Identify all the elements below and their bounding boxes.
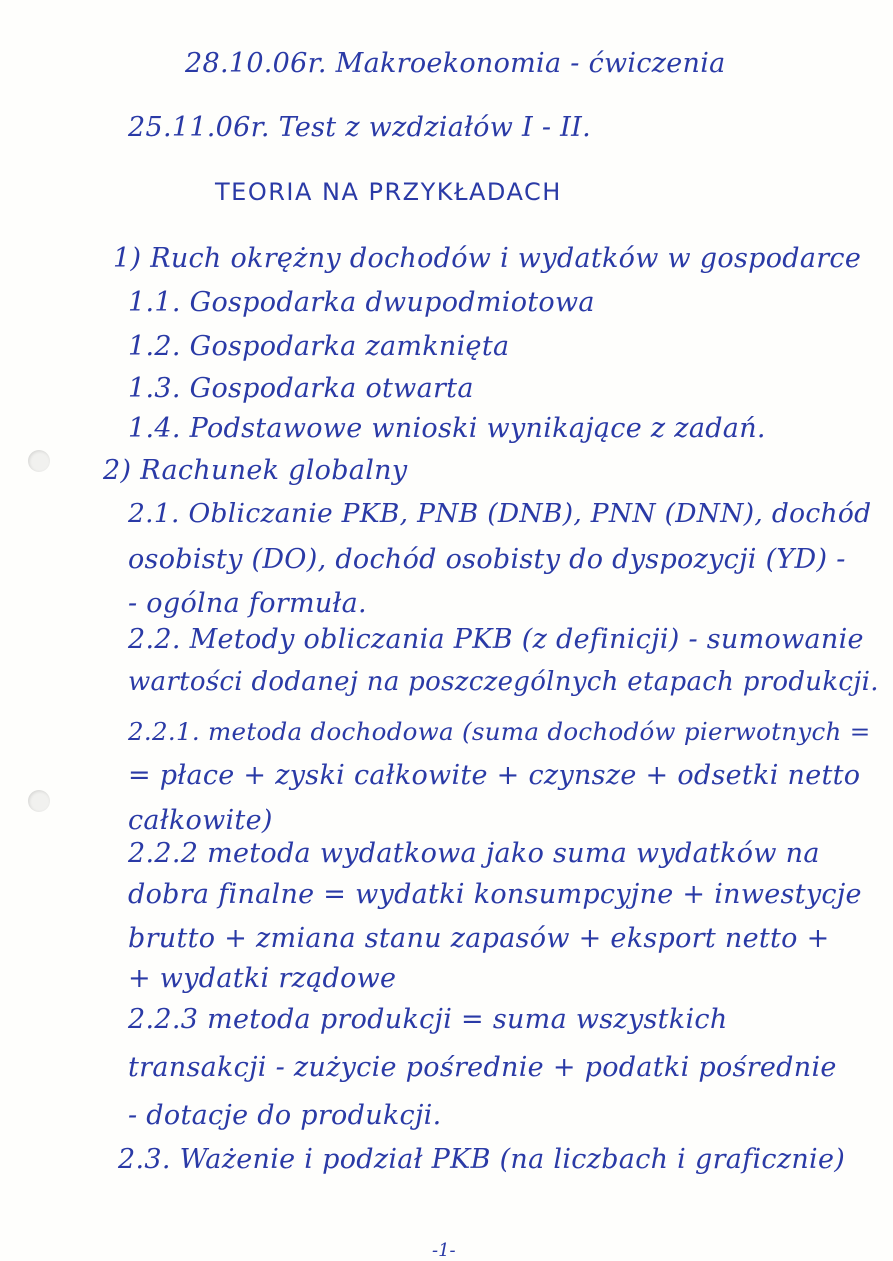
note-line: brutto + zmiana stanu zapasów + eksport netto + — [128, 923, 830, 954]
note-line: = płace + zyski całkowite + czynsze + odsetki netto — [128, 760, 861, 791]
note-line: 2.3. Ważenie i podział PKB (na liczbach i graficznie) — [118, 1144, 846, 1175]
note-line: 2.2.1. metoda dochodowa (suma dochodów pierwotnych = — [128, 717, 871, 746]
note-line: 1.1. Gospodarka dwupodmiotowa — [128, 287, 595, 318]
note-line: 1.4. Podstawowe wnioski wynikające z zadań. — [128, 413, 766, 444]
note-line: 2) Rachunek globalny — [103, 455, 408, 486]
note-line: 2.2. Metody obliczania PKB (z definicji) - sumowanie — [128, 624, 864, 655]
note-line: + wydatki rządowe — [128, 963, 397, 994]
note-line: 1) Ruch okrężny dochodów i wydatków w gospodarce — [113, 243, 862, 274]
note-line: dobra finalne = wydatki konsumpcyjne + inwestycje — [128, 879, 862, 910]
note-line: 2.1. Obliczanie PKB, PNB (DNB), PNN (DNN), dochód — [128, 498, 872, 529]
note-line: osobisty (DO), dochód osobisty do dyspozycji (YD) - — [128, 544, 846, 575]
note-line: - dotacje do produkcji. — [128, 1100, 442, 1131]
note-line: 1.2. Gospodarka zamknięta — [128, 331, 510, 362]
page-number: -1- — [432, 1240, 456, 1261]
section-heading: TEORIA NA PRZYKŁADACH — [215, 178, 562, 206]
header-line-test-date: 25.11.06r. Test z wzdziałów I - II. — [128, 112, 591, 143]
note-line: 2.2.2 metoda wydatkowa jako suma wydatków na — [128, 838, 820, 869]
note-line: całkowite) — [128, 805, 273, 836]
note-line: wartości dodanej na poszczególnych etapach produkcji. — [128, 667, 879, 697]
note-line: 1.3. Gospodarka otwarta — [128, 373, 474, 404]
note-line: 2.2.3 metoda produkcji = suma wszystkich — [128, 1004, 728, 1035]
punch-hole-bottom — [28, 790, 50, 812]
note-line: - ogólna formuła. — [128, 588, 367, 619]
header-line-date-exercises: 28.10.06r. Makroekonomia - ćwiczenia — [185, 48, 726, 79]
note-line: transakcji - zużycie pośrednie + podatki pośrednie — [128, 1052, 837, 1083]
punch-hole-top — [28, 450, 50, 472]
